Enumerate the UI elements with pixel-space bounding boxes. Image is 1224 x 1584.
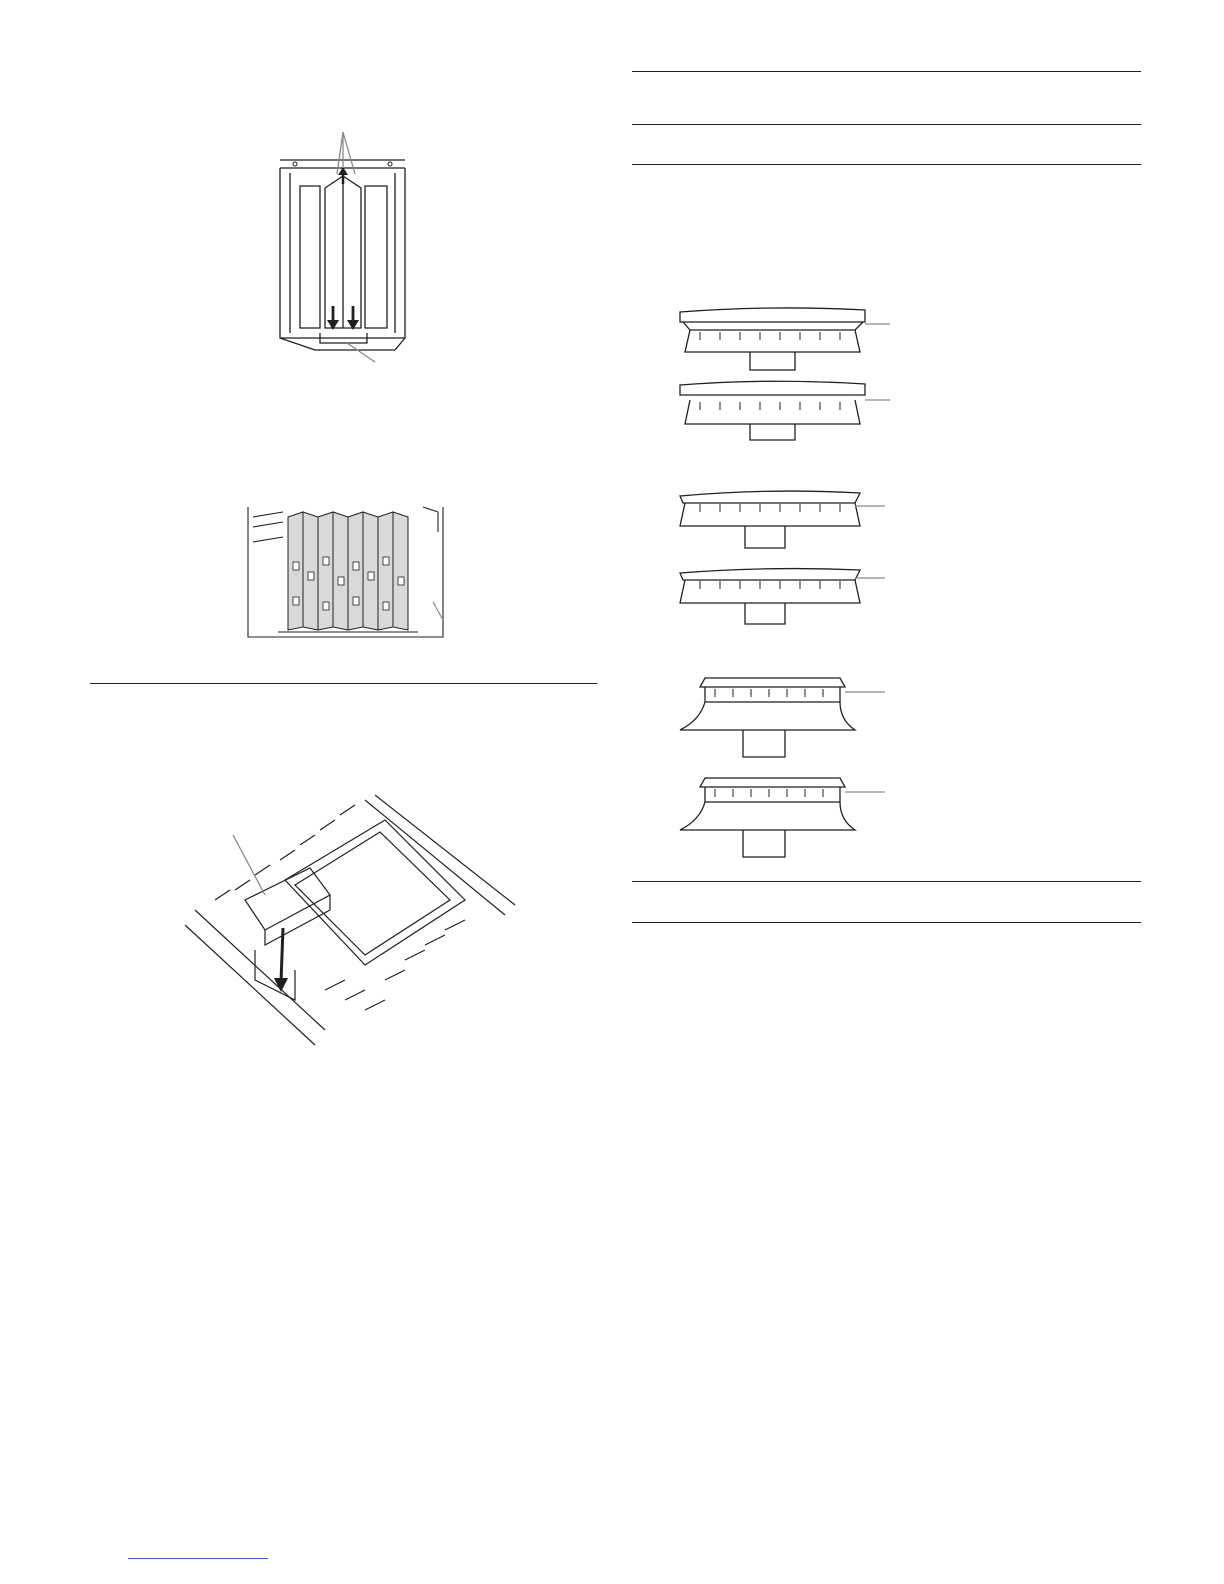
griddle-tray-figure: [275, 128, 415, 368]
section-rule: [632, 71, 1141, 72]
burner-cap-pair-1: [675, 300, 895, 440]
section-rule: [632, 881, 1141, 882]
down-arrow-icon: [274, 928, 288, 992]
section-rule: [632, 124, 1141, 125]
grease-tray-figure: [185, 800, 515, 1050]
up-arrow-icon: [338, 167, 348, 184]
section-rule: [632, 164, 1141, 165]
section-rule: [632, 922, 1141, 923]
burner-cap-pair-2: [675, 488, 895, 628]
flame-tamer-figure: [243, 502, 455, 642]
section-rule: [90, 683, 597, 684]
footer-link-underline[interactable]: [128, 1558, 268, 1559]
burner-cap-pair-3: [675, 672, 895, 862]
